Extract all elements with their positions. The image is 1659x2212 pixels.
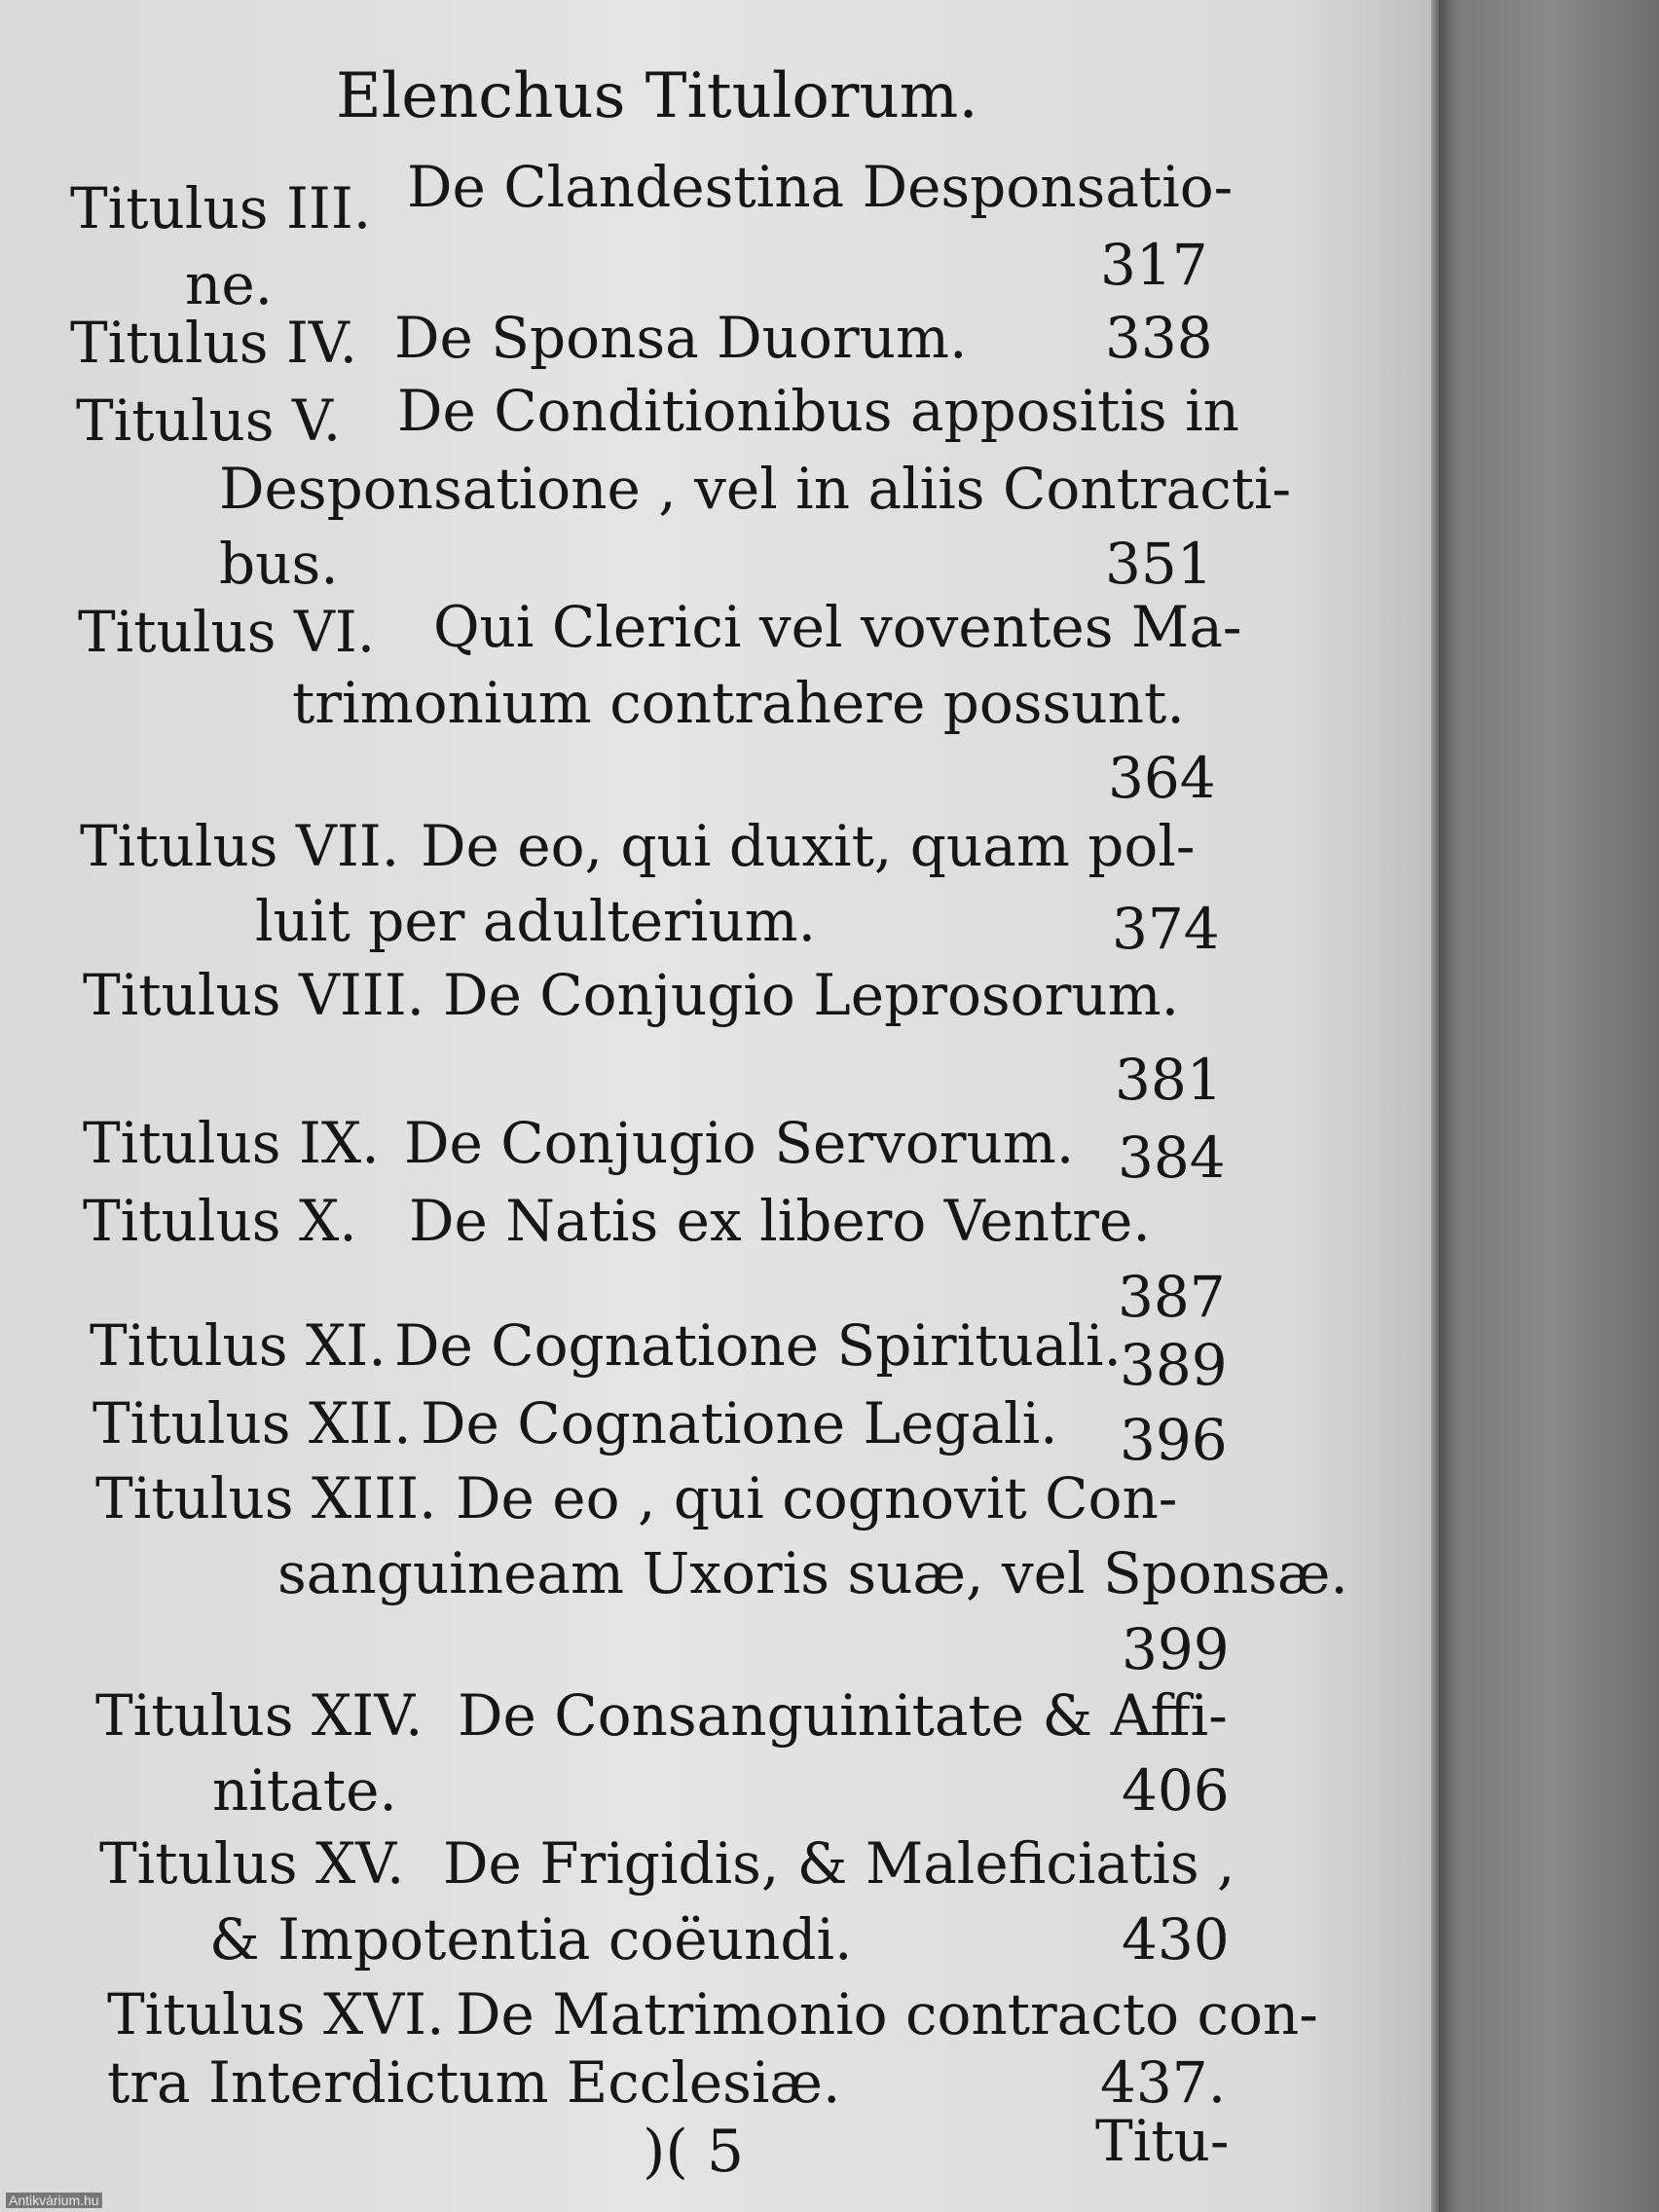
entry-title-line-2: nitate.: [212, 1757, 397, 1824]
entry-title-line-1: De Sponsa Duorum.: [394, 305, 968, 371]
entry-label: Titulus VIII.: [83, 962, 425, 1028]
entry-page-number: 317: [1100, 232, 1208, 298]
entry-title-line-1: De Cognatione Spirituali.: [394, 1312, 1122, 1379]
entry-page-number: 381: [1115, 1047, 1223, 1113]
entry-page-number: 387: [1118, 1264, 1226, 1330]
entry-title-line-2: tra Interdictum Ecclesiæ.: [107, 2049, 841, 2116]
entry-label: Titulus IV.: [70, 310, 358, 376]
entry-label: Titulus VI.: [78, 599, 376, 665]
entry-page-number: 430: [1122, 1906, 1230, 1972]
entry-page-number: 389: [1120, 1332, 1228, 1398]
entry-label: Titulus IX.: [83, 1110, 380, 1176]
entry-label: Titulus X.: [83, 1188, 357, 1254]
entry-label: Titulus XVI.: [107, 1981, 445, 2047]
entry-page-number: 351: [1105, 531, 1213, 597]
signature-mark: )( 5: [643, 2118, 745, 2186]
watermark: Antikvárium.hu: [6, 2193, 102, 2208]
entry-title-line-3: bus.: [219, 531, 339, 597]
entry-label: Titulus XI.: [90, 1312, 387, 1379]
entry-title-line-2: ne.: [185, 251, 274, 317]
entry-page-number: 384: [1118, 1124, 1226, 1191]
entry-label: Titulus XIV.: [95, 1682, 424, 1749]
entry-title-line-2: luit per adulterium.: [255, 888, 817, 954]
entry-title-line-1: De Conjugio Leprosorum.: [443, 962, 1180, 1028]
entry-title-line-1: De Conditionibus appositis in: [397, 378, 1239, 444]
entry-label: Titulus V.: [76, 387, 342, 454]
entry-page-number: 437.: [1100, 2049, 1227, 2116]
entry-title-line-1: De eo , qui cognovit Con-: [456, 1465, 1178, 1531]
entry-title-line-1: Qui Clerici vel voventes Ma-: [433, 594, 1242, 660]
entry-title-line-2: Desponsatione , vel in aliis Contracti-: [219, 456, 1292, 522]
entry-title-line-1: De Frigidis, & Maleficiatis ,: [443, 1830, 1235, 1897]
entry-title-line-2: trimonium contrahere possunt.: [292, 670, 1185, 736]
entry-page-number: 364: [1108, 745, 1216, 811]
entry-title-line-1: De Natis ex libero Ventre.: [409, 1188, 1151, 1254]
entry-title-line-1: De Matrimonio contracto con-: [456, 1981, 1318, 2047]
entry-label: Titulus VII.: [80, 813, 400, 879]
entry-page-number: 399: [1122, 1616, 1230, 1682]
entry-page-number: 396: [1120, 1407, 1228, 1473]
entry-title-line-1: De Conjugio Servorum.: [404, 1110, 1075, 1176]
entry-title-line-1: De Consanguinitate & Affi-: [458, 1682, 1228, 1749]
entry-title-line-2: sanguineam Uxoris suæ, vel Sponsæ.: [277, 1540, 1348, 1606]
entry-page-number: 374: [1112, 896, 1220, 962]
page-header: Elenchus Titulorum.: [336, 60, 978, 132]
entry-title-line-2: & Impotentia coëundi.: [209, 1906, 853, 1972]
entry-label: Titulus XII.: [92, 1390, 412, 1456]
entry-label: Titulus XIII.: [95, 1465, 437, 1531]
book-spine-background: [1439, 0, 1659, 2212]
catchword: Titu-: [1095, 2108, 1230, 2174]
entry-title-line-1: De Cognatione Legali.: [421, 1390, 1058, 1456]
entry-label: Titulus XV.: [99, 1830, 405, 1897]
entry-title-line-1: De Clandestina Desponsatio-: [407, 154, 1234, 220]
entry-page-number: 338: [1105, 305, 1213, 371]
entry-title-line-1: De eo, qui duxit, quam pol-: [421, 813, 1196, 879]
entry-label: Titulus III.: [70, 175, 372, 241]
entry-page-number: 406: [1122, 1757, 1230, 1824]
